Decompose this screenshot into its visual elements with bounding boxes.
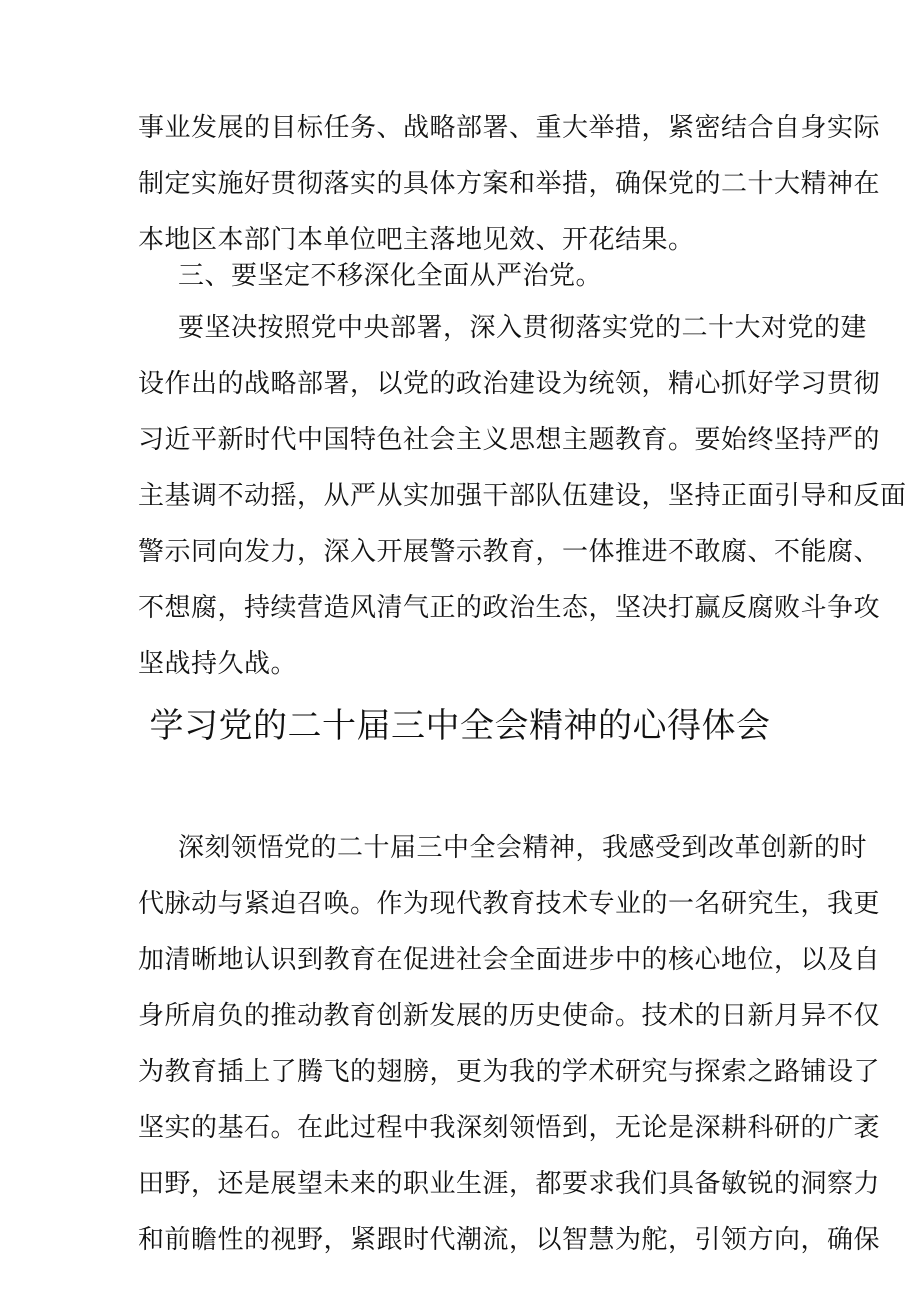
paragraph-line: 制定实施好贯彻落实的具体方案和举措，确保党的二十大精神在 — [138, 169, 881, 199]
paragraph-line: 主基调不动摇，从严从实加强干部队伍建设，坚持正面引导和反面 — [138, 481, 907, 511]
paragraph-discipline — [138, 300, 907, 692]
paragraph-line: 坚实的基石。在此过程中我深刻领悟到，无论是深耕科研的广袤 — [138, 1113, 881, 1143]
paragraph-line: 习近平新时代中国特色社会主义思想主题教育。要始终坚持严的 — [138, 425, 881, 455]
article-body — [138, 820, 881, 1268]
paragraph-line: 本地区本部门本单位吧主落地见效、开花结果。 — [138, 225, 695, 255]
paragraph-continued — [138, 100, 881, 268]
paragraph-line: 警示同向发力，深入开展警示教育，一体推进不敢腐、不能腐、 — [138, 537, 881, 567]
paragraph-line: 不想腐，持续营造风清气正的政治生态，坚决打赢反腐败斗争攻 — [138, 593, 881, 623]
paragraph-line: 深刻领悟党的二十届三中全会精神，我感受到改革创新的时 — [178, 833, 868, 863]
paragraph-line: 和前瞻性的视野，紧跟时代潮流，以智慧为舵，引领方向，确保 — [138, 1225, 881, 1255]
paragraph-line: 田野，还是展望未来的职业生涯，都要求我们具备敏锐的洞察力 — [138, 1169, 881, 1199]
paragraph-line: 身所肩负的推动教育创新发展的历史使命。技术的日新月异不仅 — [138, 1001, 881, 1031]
paragraph-line: 加清晰地认识到教育在促进社会全面进步中的核心地位，以及自 — [138, 945, 881, 975]
article-title: 学习党的二十届三中全会精神的心得体会 — [149, 706, 771, 746]
paragraph-line: 坚战持久战。 — [138, 649, 298, 679]
paragraph-line: 为教育插上了腾飞的翅膀，更为我的学术研究与探索之路铺设了 — [138, 1057, 881, 1087]
section-heading: 三、要坚定不移深化全面从严治党。 — [178, 261, 603, 291]
paragraph-line: 要坚决按照党中央部署，深入贯彻落实党的二十大对党的建 — [178, 313, 868, 343]
section-heading-block — [138, 248, 798, 304]
paragraph-line: 设作出的战略部署，以党的政治建设为统领，精心抓好学习贯彻 — [138, 369, 881, 399]
paragraph-line: 代脉动与紧迫召唤。作为现代教育技术专业的一名研究生，我更 — [138, 889, 881, 919]
paragraph-line: 事业发展的目标任务、战略部署、重大举措，紧密结合自身实际 — [138, 113, 881, 143]
